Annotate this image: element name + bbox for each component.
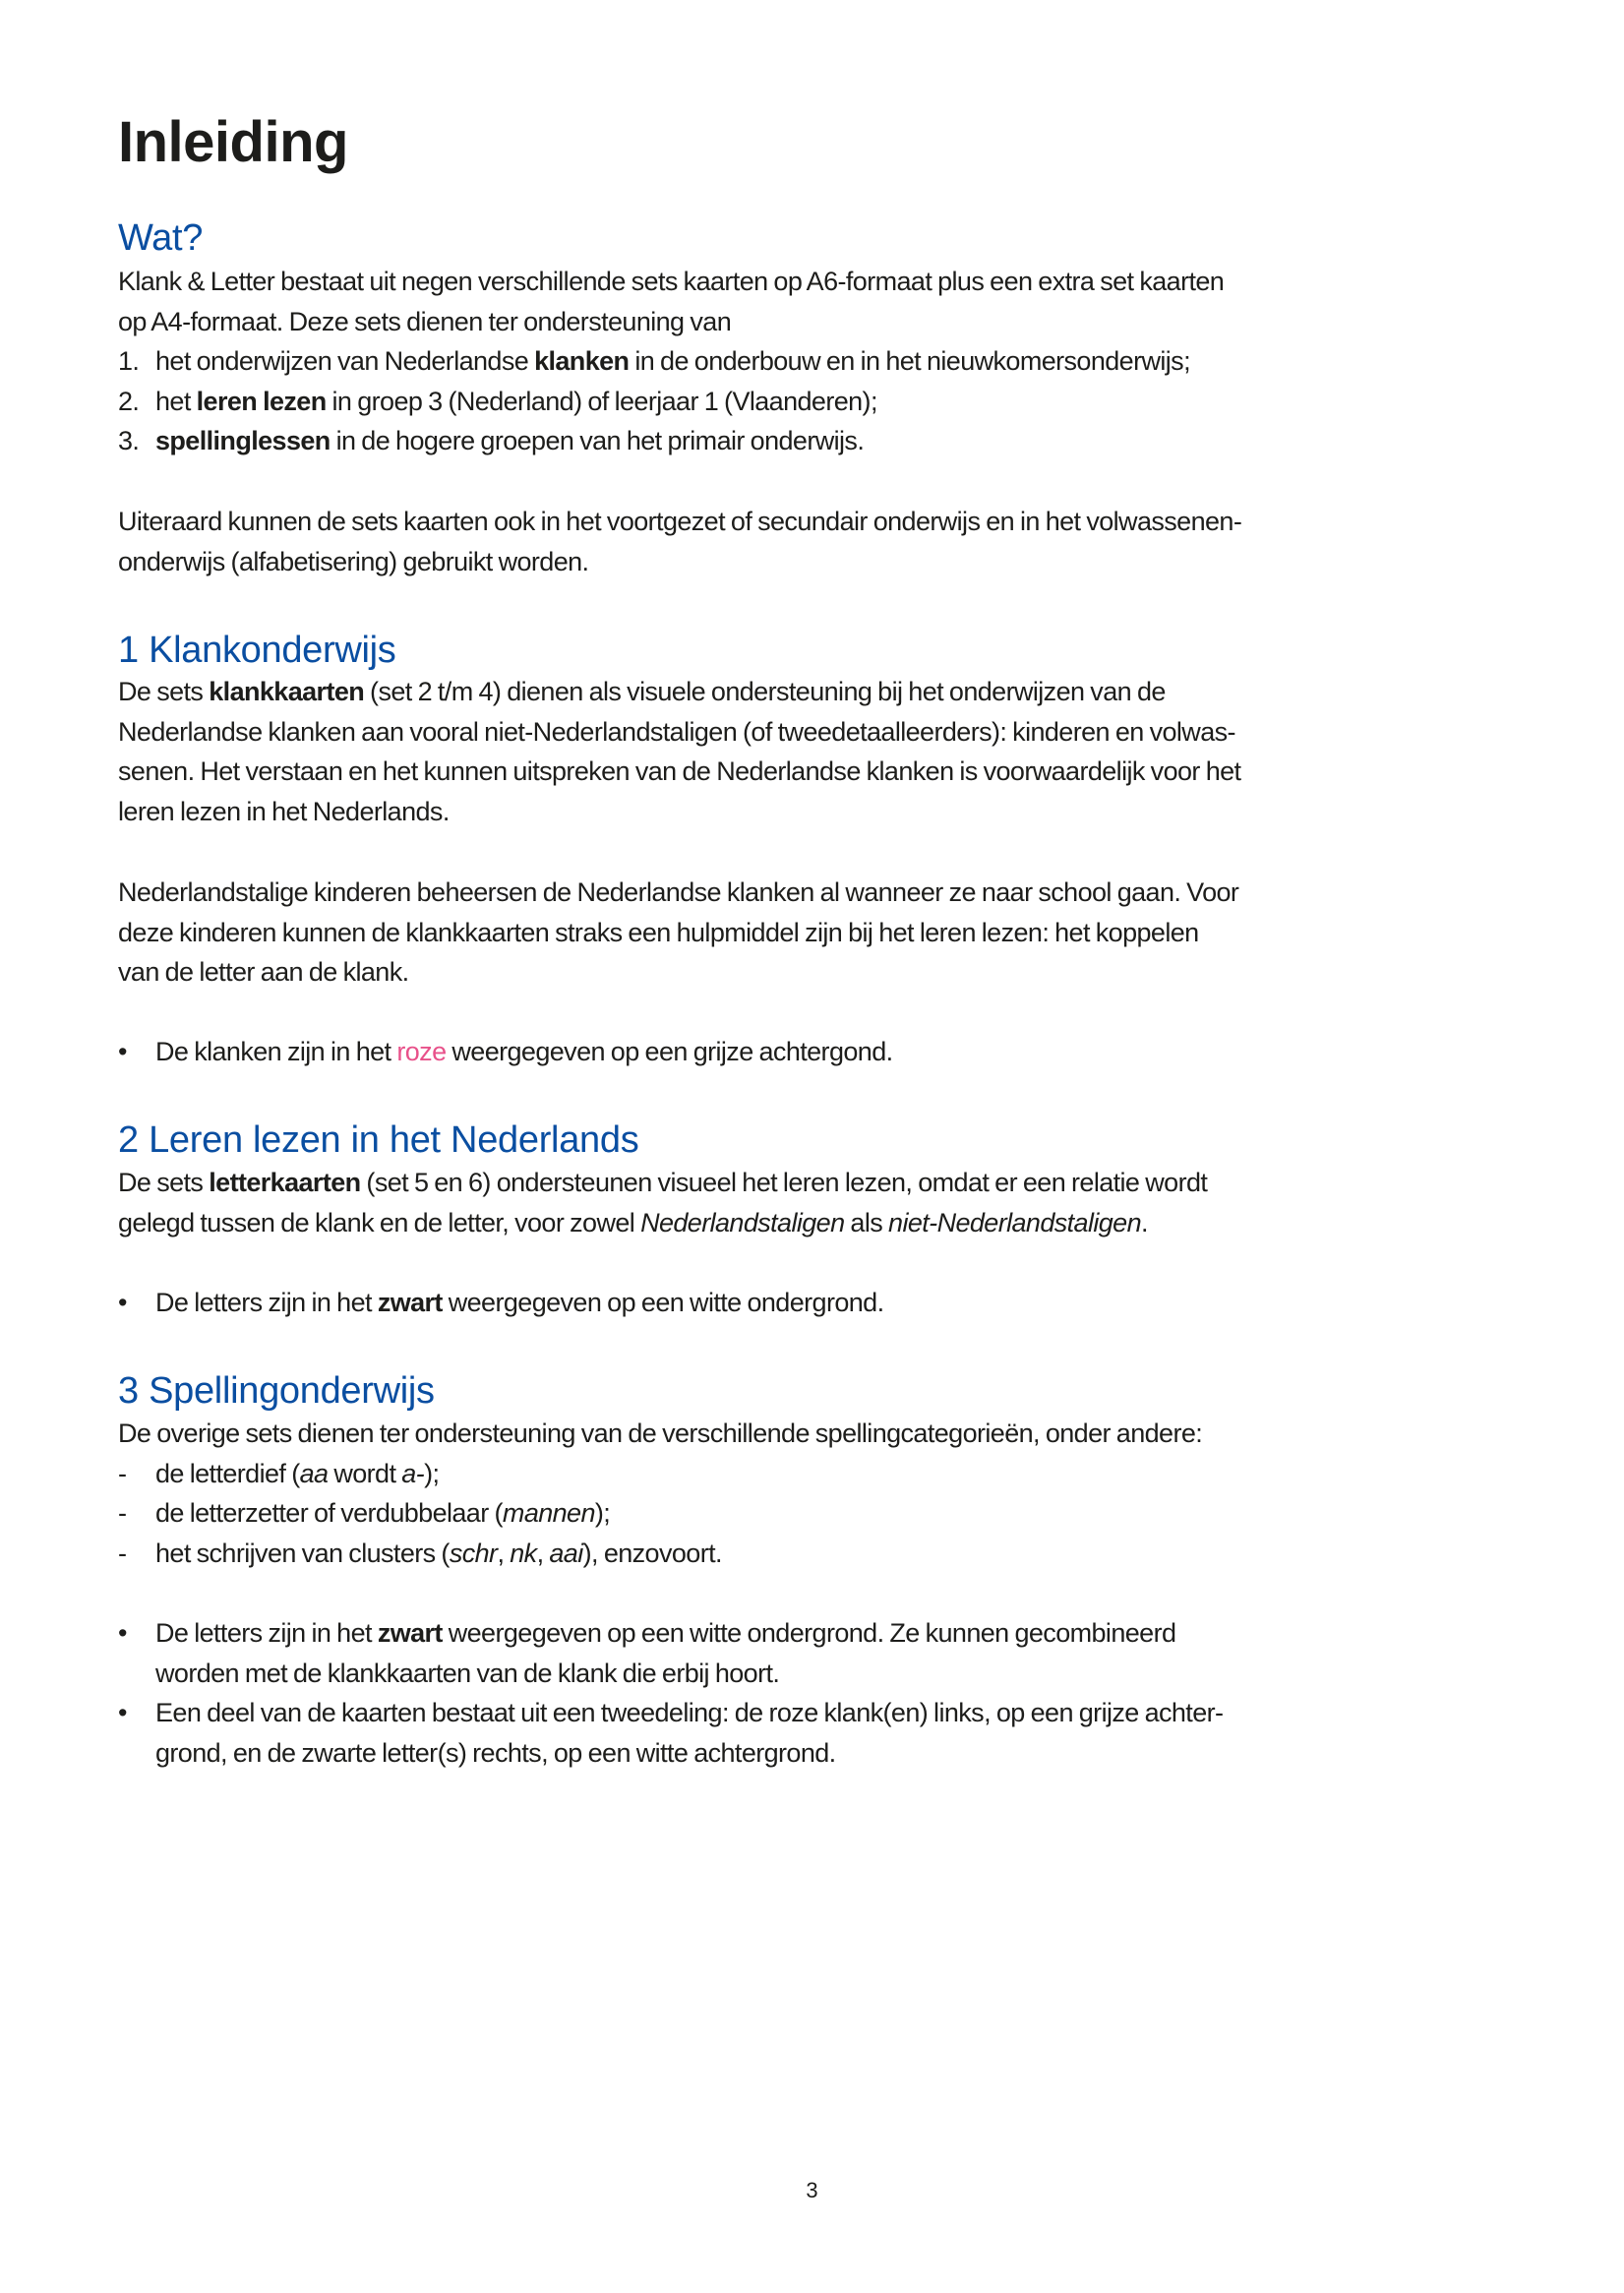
text: , bbox=[536, 1539, 550, 1568]
section-heading-wat: Wat? bbox=[118, 217, 204, 259]
text: wordt bbox=[328, 1459, 402, 1488]
bold-text: letterkaarten bbox=[209, 1168, 361, 1197]
text-line: Uiteraard kunnen de sets kaarten ook in het voortgezet of secundair onderwijs en in het volwassenen- bbox=[118, 507, 1242, 536]
bold-text: zwart bbox=[377, 1618, 443, 1648]
italic-text: aai bbox=[549, 1539, 583, 1568]
section1-paragraph-1 bbox=[118, 672, 1515, 831]
text: in groep 3 (Nederland) of leerjaar 1 (Vlaanderen); bbox=[326, 387, 877, 416]
bold-text: leren lezen bbox=[196, 387, 327, 416]
text: (set 5 en 6) ondersteunen visueel het leren lezen, omdat er een relatie wordt bbox=[360, 1168, 1208, 1197]
list-marker: 1. bbox=[118, 346, 140, 376]
italic-text: aa bbox=[299, 1459, 329, 1488]
text: weergegeven op een witte ondergrond. Ze kunnen gecombineerd bbox=[442, 1618, 1176, 1648]
italic-text: niet-Nederlandstaligen bbox=[888, 1207, 1142, 1237]
bullet-item bbox=[118, 1613, 1515, 1694]
page-number: 3 bbox=[806, 2178, 818, 2202]
text: weergegeven op een grijze achtergond. bbox=[446, 1037, 893, 1066]
wat-outro bbox=[118, 502, 1515, 581]
bold-text: zwart bbox=[377, 1288, 443, 1317]
dash-marker: - bbox=[118, 1498, 127, 1528]
text: gelegd tussen de klank en de letter, voor zowel bbox=[118, 1207, 641, 1237]
text-line: Een deel van de kaarten bestaat uit een tweedeling: de roze klank(en) links, op een grijze achter- bbox=[155, 1698, 1224, 1727]
text: De letters zijn in het bbox=[155, 1288, 378, 1317]
bullet-icon: • bbox=[118, 1037, 127, 1066]
text: de letterzetter of verdubbelaar ( bbox=[155, 1498, 503, 1528]
text: weergegeven op een witte ondergrond. bbox=[442, 1288, 884, 1317]
text: (set 2 t/m 4) dienen als visuele ondersteuning bij het onderwijzen van de bbox=[364, 677, 1166, 706]
text-line: Klank & Letter bestaat uit negen verschillende sets kaarten op A6-formaat plus een extra set kaarten bbox=[118, 267, 1225, 296]
section-heading-klankonderwijs: 1 Klankonderwijs bbox=[118, 630, 396, 671]
wat-intro bbox=[118, 262, 1515, 341]
italic-text: a- bbox=[401, 1459, 425, 1488]
section-heading-spellingonderwijs: 3 Spellingonderwijs bbox=[118, 1370, 435, 1412]
text-line: De overige sets dienen ter ondersteuning van de verschillende spellingcategorieën, onder andere: bbox=[118, 1418, 1203, 1448]
section3-intro bbox=[118, 1414, 1515, 1454]
text: De sets bbox=[118, 677, 210, 706]
text: ); bbox=[594, 1498, 611, 1528]
bullet-icon: • bbox=[118, 1618, 127, 1648]
section2-paragraph bbox=[118, 1163, 1515, 1242]
bullet-icon: • bbox=[118, 1288, 127, 1317]
text-line: deze kinderen kunnen de klankkaarten straks een hulpmiddel zijn bij het leren lezen: het koppelen bbox=[118, 917, 1199, 947]
text-line: grond, en de zwarte letter(s) rechts, op een witte achtergrond. bbox=[155, 1737, 836, 1768]
text: , bbox=[497, 1539, 511, 1568]
italic-text: nk bbox=[510, 1539, 537, 1568]
italic-text: Nederlandstaligen bbox=[640, 1207, 845, 1237]
bullet-item bbox=[118, 1693, 1515, 1774]
italic-text: mannen bbox=[502, 1498, 595, 1528]
text-line: op A4-formaat. Deze sets dienen ter ondersteuning van bbox=[118, 306, 732, 336]
text: het schrijven van clusters ( bbox=[155, 1539, 450, 1568]
text-line: van de letter aan de klank. bbox=[118, 957, 409, 988]
bullet-icon: • bbox=[118, 1698, 127, 1727]
text: ); bbox=[424, 1459, 440, 1488]
list-marker: 3. bbox=[118, 426, 140, 455]
text: in de hogere groepen van het primair onderwijs. bbox=[330, 426, 865, 455]
text-line: senen. Het verstaan en het kunnen uitspreken van de Nederlandse klanken is voorwaardelijk voor het bbox=[118, 756, 1241, 787]
text: ), enzovoort. bbox=[582, 1539, 722, 1568]
section1-paragraph-2 bbox=[118, 873, 1515, 993]
text: . bbox=[1141, 1207, 1148, 1237]
text: de letterdief ( bbox=[155, 1459, 300, 1488]
bold-text: klanken bbox=[534, 346, 630, 376]
pink-text: roze bbox=[396, 1037, 447, 1066]
text: De klanken zijn in het bbox=[155, 1037, 397, 1066]
italic-text: schr bbox=[449, 1539, 498, 1568]
page-title: Inleiding bbox=[118, 110, 348, 174]
text-line: onderwijs (alfabetisering) gebruikt worden. bbox=[118, 546, 589, 576]
bold-text: spellinglessen bbox=[155, 426, 331, 455]
list-marker: 2. bbox=[118, 387, 140, 416]
text-line: leren lezen in het Nederlands. bbox=[118, 796, 450, 826]
text: De letters zijn in het bbox=[155, 1618, 378, 1648]
text: het bbox=[155, 387, 197, 416]
text: De sets bbox=[118, 1168, 210, 1197]
text: het onderwijzen van Nederlandse bbox=[155, 346, 535, 376]
text-line: worden met de klankkaarten van de klank die erbij hoort. bbox=[155, 1658, 780, 1688]
text-line: Nederlandstalige kinderen beheersen de Nederlandse klanken al wanneer ze naar school gaan. Voor bbox=[118, 877, 1239, 907]
dash-marker: - bbox=[118, 1459, 127, 1488]
text: als bbox=[844, 1207, 889, 1237]
bold-text: klankkaarten bbox=[209, 677, 365, 706]
dash-marker: - bbox=[118, 1539, 127, 1568]
text: in de onderbouw en in het nieuwkomersonderwijs; bbox=[629, 346, 1190, 376]
section-heading-leren-lezen: 2 Leren lezen in het Nederlands bbox=[118, 1119, 639, 1161]
text-line: Nederlandse klanken aan vooral niet-Nederlandstaligen (of tweedetaalleerders): kinderen en volwas- bbox=[118, 716, 1235, 747]
